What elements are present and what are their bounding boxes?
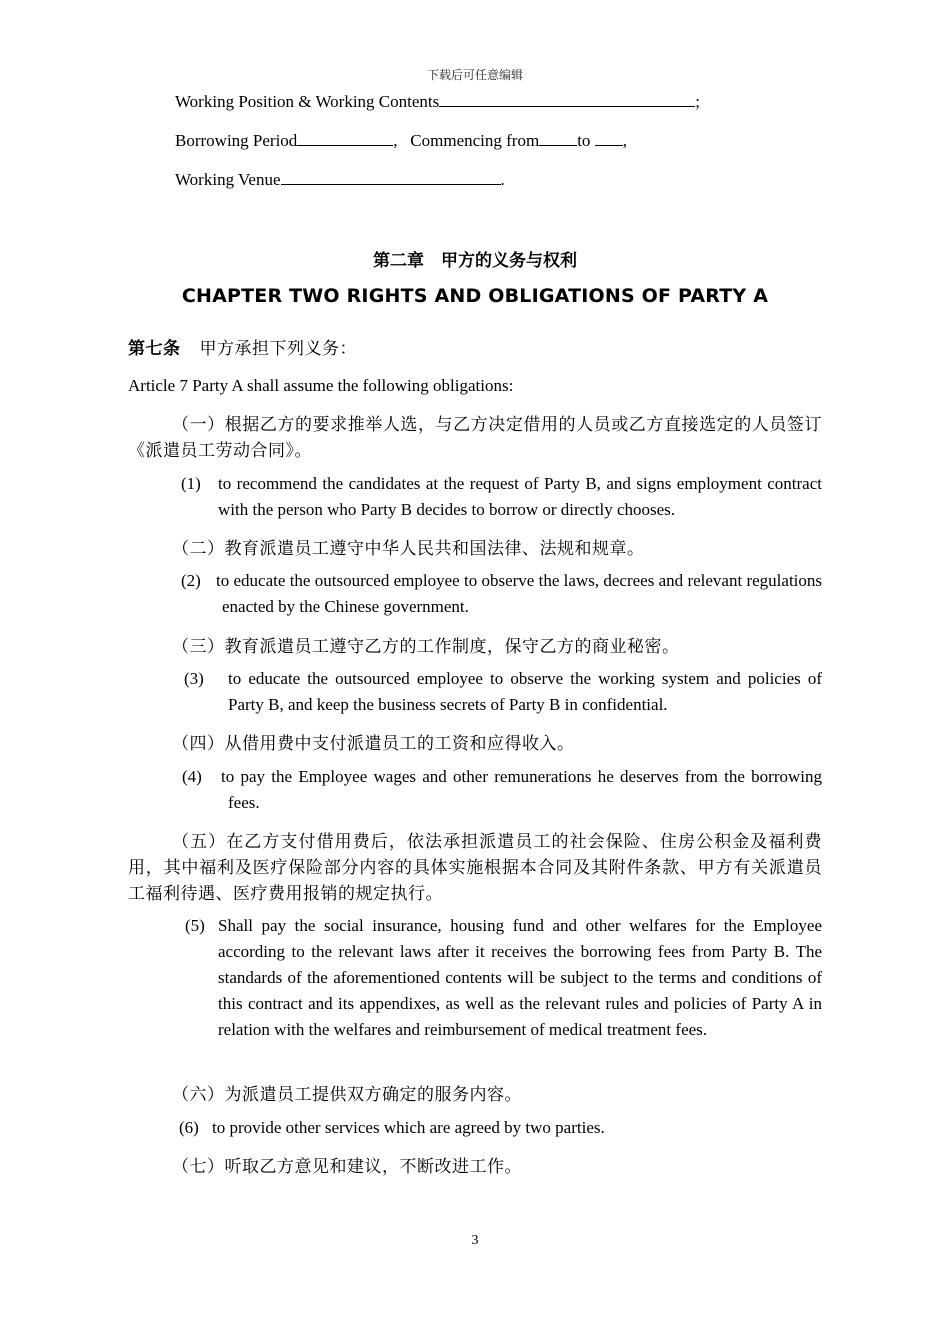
commencing-blank — [539, 129, 577, 146]
page-header-note: 下载后可任意编辑 — [426, 68, 523, 82]
working-venue-line — [175, 168, 505, 190]
item6-num: (6) — [179, 1118, 199, 1137]
item6-en: to provide other services which are agreed by two parties. — [212, 1118, 605, 1137]
borrowing-period-blank — [297, 129, 393, 146]
item2-num: (2) — [181, 571, 201, 590]
chapter-title-cn: 第二章 甲方的义务与权利 — [373, 251, 577, 270]
to-blank — [595, 129, 623, 146]
item2-cn: （二）教育派遣员工遵守中华人民共和国法律、法规和规章。 — [172, 539, 645, 558]
chapter-title-en: CHAPTER TWO RIGHTS AND OBLIGATIONS OF PARTY A — [181, 285, 769, 307]
working-venue-label: Working Venue — [175, 170, 281, 189]
working-position-line — [175, 90, 700, 112]
article7-label: 第七条 — [128, 339, 181, 358]
borrowing-period-sep: , — [393, 131, 398, 150]
page-number: 3 — [471, 1233, 479, 1248]
item3-num: (3) — [184, 669, 204, 688]
item7-cn: （七）听取乙方意见和建议，不断改进工作。 — [172, 1157, 522, 1176]
item5-cn: （五）在乙方支付借用费后，依法承担派遣员工的社会保险、住房公积金及福利费用，其中福利及医疗保险部分内容的具体实施根据本合同及其附件条款、甲方有关派遣员工福利待遇、医疗费用报销的规定执行。 — [128, 832, 822, 903]
item3-cn: （三）教育派遣员工遵守乙方的工作制度，保守乙方的商业秘密。 — [172, 637, 680, 656]
working-position-label: Working Position & Working Contents — [175, 92, 440, 111]
item4-num: (4) — [182, 767, 202, 786]
item3-en: to educate the outsourced employee to observe the working system and policies of Party B, and keep the business secrets of Party B in confidential. — [228, 669, 822, 714]
item4-en: to pay the Employee wages and other remunerations he deserves from the borrowing fees. — [221, 767, 822, 812]
article7-text-cn: 甲方承担下列义务： — [199, 339, 357, 358]
working-venue-end: . — [500, 170, 505, 189]
working-position-end: ; — [695, 92, 700, 111]
article7-heading-en: Article 7 Party A shall assume the following obligations: — [128, 376, 514, 395]
item4-cn: （四）从借用费中支付派遣员工的工资和应得收入。 — [172, 734, 575, 753]
item1-num: (1) — [181, 474, 201, 493]
working-venue-blank — [281, 168, 501, 185]
article7-heading-cn — [128, 336, 357, 362]
borrowing-period-line — [175, 129, 627, 151]
item1-en: to recommend the candidates at the request of Party B, and signs employment contract with the person who Party B decides to borrow or directly chooses. — [218, 474, 822, 519]
item6-cn: （六）为派遣员工提供双方确定的服务内容。 — [172, 1085, 522, 1104]
item2-en: to educate the outsourced employee to observe the laws, decrees and relevant regulations enacted by the Chinese government. — [216, 571, 822, 616]
period-end: , — [622, 131, 627, 150]
item5-en: Shall pay the social insurance, housing fund and other welfares for the Employee according to the relevant laws after it receives the borrowing fees from Party B. The standards of the aforementioned contents will be subject to the terms and conditions of this contract and its appendixes, as well as the relevant rules and policies of Party A in relation with the welfares and reimbursement of medical treatment fees. — [218, 916, 822, 1039]
borrowing-period-label: Borrowing Period — [175, 131, 298, 150]
working-position-blank — [439, 90, 695, 107]
item1-cn: （一）根据乙方的要求推举人选，与乙方决定借用的人员或乙方直接选定的人员签订《派遣员工劳动合同》。 — [128, 415, 822, 460]
to-label: to — [577, 131, 591, 150]
item5-num: (5) — [185, 916, 205, 935]
commencing-label: Commencing from — [410, 131, 540, 150]
